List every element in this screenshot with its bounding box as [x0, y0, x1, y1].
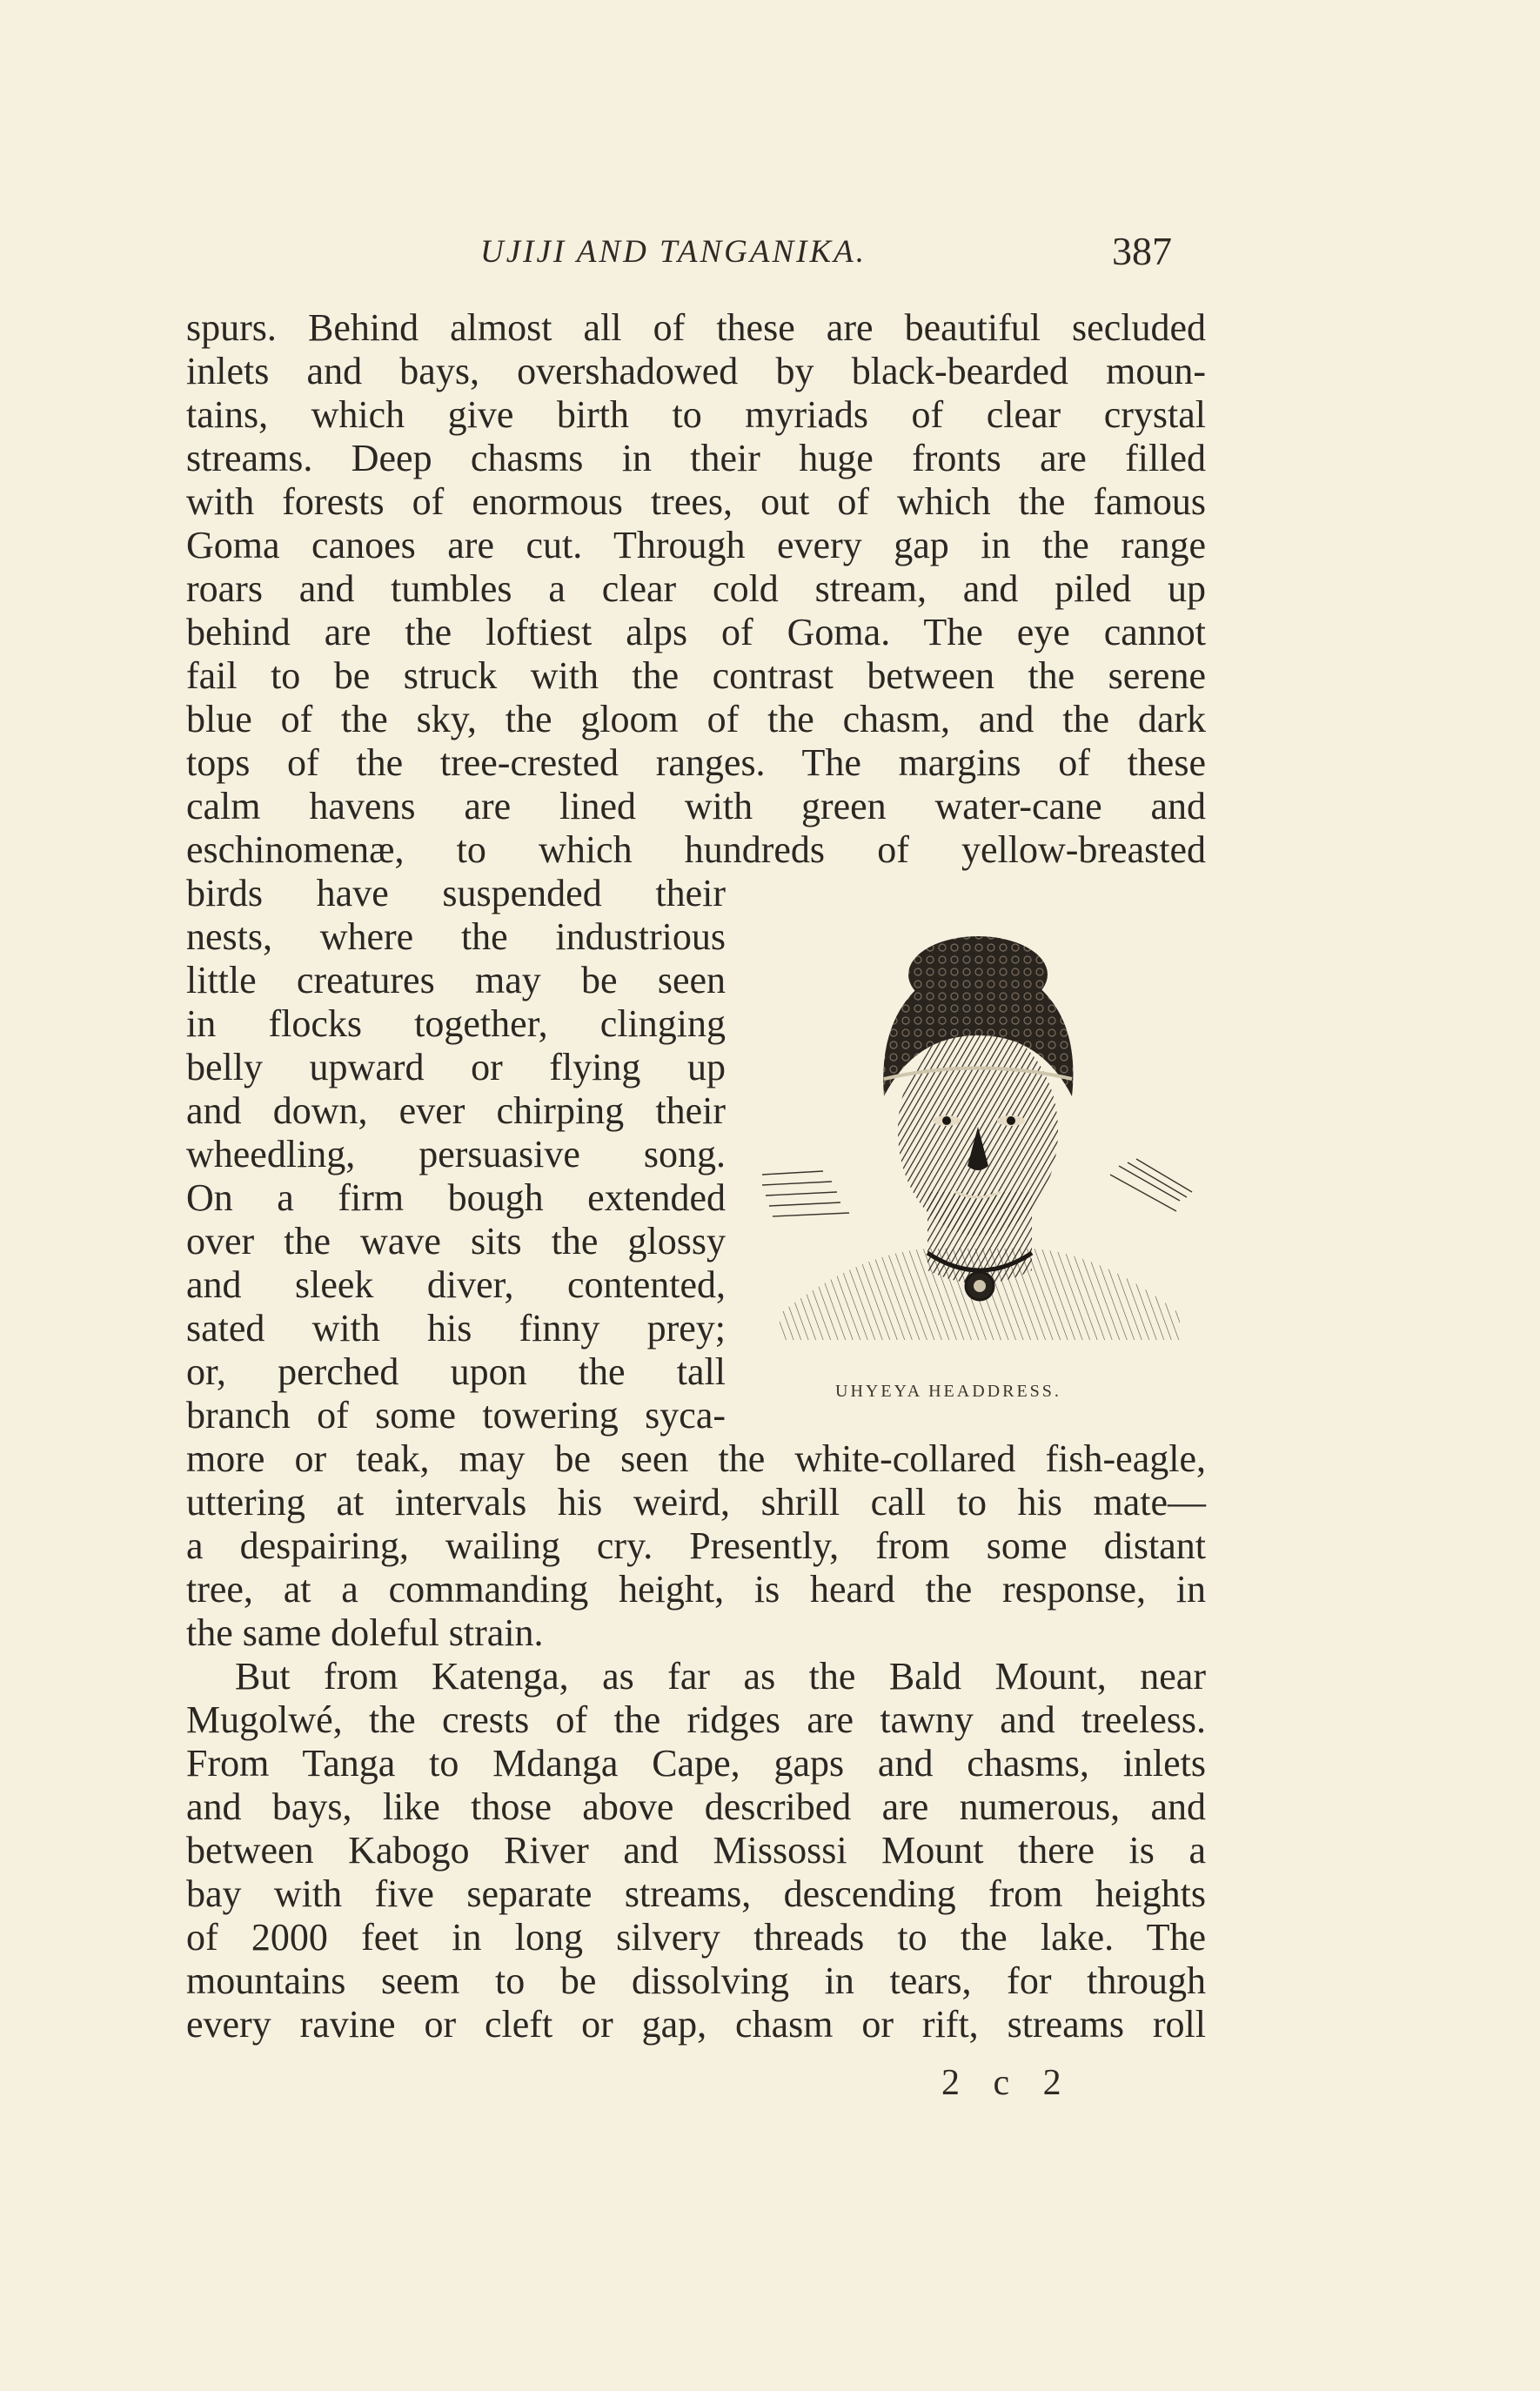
text-line: belly upward or flying up [186, 1046, 726, 1088]
text-line: sated with his finny prey; [186, 1307, 726, 1350]
text-line: with forests of enormous trees, out of which the famous [186, 480, 1206, 523]
text-line: the same doleful strain. [186, 1611, 544, 1654]
signature-mark: 2 c 2 [941, 2063, 1074, 2103]
portrait-engraving [753, 905, 1206, 1375]
text-line: inlets and bays, overshadowed by black-bearded moun- [186, 350, 1206, 392]
text-line: and sleek diver, contented, [186, 1263, 726, 1306]
text-line: blue of the sky, the gloom of the chasm, and the dark [186, 698, 1206, 740]
text-line: tree, at a commanding height, is heard the response, in [186, 1568, 1206, 1611]
text-line: of 2000 feet in long silvery threads to the lake. The [186, 1916, 1206, 1959]
figure-caption: UHYEYA HEADDRESS. [835, 1382, 1061, 1401]
text-line: tops of the tree-crested ranges. The margins of these [186, 741, 1206, 784]
text-line: wheedling, persuasive song. [186, 1133, 726, 1175]
text-line: Goma canoes are cut. Through every gap in the range [186, 524, 1206, 566]
page-number: 387 [1112, 229, 1172, 273]
text-line: behind are the loftiest alps of Goma. The eye cannot [186, 611, 1206, 653]
paragraph-first-line: But from Katenga, as far as the Bald Mount, near [235, 1655, 1206, 1698]
text-line: spurs. Behind almost all of these are beautiful secluded [186, 306, 1206, 349]
text-line: in flocks together, clinging [186, 1002, 726, 1045]
text-line: over the wave sits the glossy [186, 1220, 726, 1262]
text-line: or, perched upon the tall [186, 1350, 726, 1393]
text-line: From Tanga to Mdanga Cape, gaps and chasms, inlets [186, 1742, 1206, 1785]
text-line: On a firm bough extended [186, 1176, 726, 1219]
text-line: fail to be struck with the contrast between the serene [186, 654, 1206, 697]
text-line: between Kabogo River and Missossi Mount there is a [186, 1829, 1206, 1872]
text-line: bay with five separate streams, descending from heights [186, 1872, 1206, 1915]
text-line: tains, which give birth to myriads of clear crystal [186, 393, 1206, 436]
text-line: nests, where the industrious [186, 915, 726, 958]
text-line: Mugolwé, the crests of the ridges are tawny and treeless. [186, 1698, 1206, 1741]
text-line: and bays, like those above described are numerous, and [186, 1785, 1206, 1828]
text-line: uttering at intervals his weird, shrill call to his mate— [186, 1481, 1206, 1524]
running-head: UJIJI AND TANGANIKA. [480, 234, 867, 270]
text-line: little creatures may be seen [186, 959, 726, 1001]
text-line: every ravine or cleft or gap, chasm or rift, streams roll [186, 2003, 1206, 2046]
text-line: roars and tumbles a clear cold stream, and piled up [186, 567, 1206, 610]
text-line: mountains seem to be dissolving in tears, for through [186, 1959, 1206, 2002]
text-line: branch of some towering syca- [186, 1394, 726, 1437]
text-line: streams. Deep chasms in their huge fronts are filled [186, 437, 1206, 479]
text-line: a despairing, wailing cry. Presently, from some distant [186, 1524, 1206, 1567]
text-line: eschinomenæ, to which hundreds of yellow-breasted [186, 828, 1206, 871]
text-line: calm havens are lined with green water-cane and [186, 785, 1206, 827]
text-line: and down, ever chirping their [186, 1089, 726, 1132]
text-line: birds have suspended their [186, 872, 726, 914]
text-line: more or teak, may be seen the white-collared fish-eagle, [186, 1437, 1206, 1480]
